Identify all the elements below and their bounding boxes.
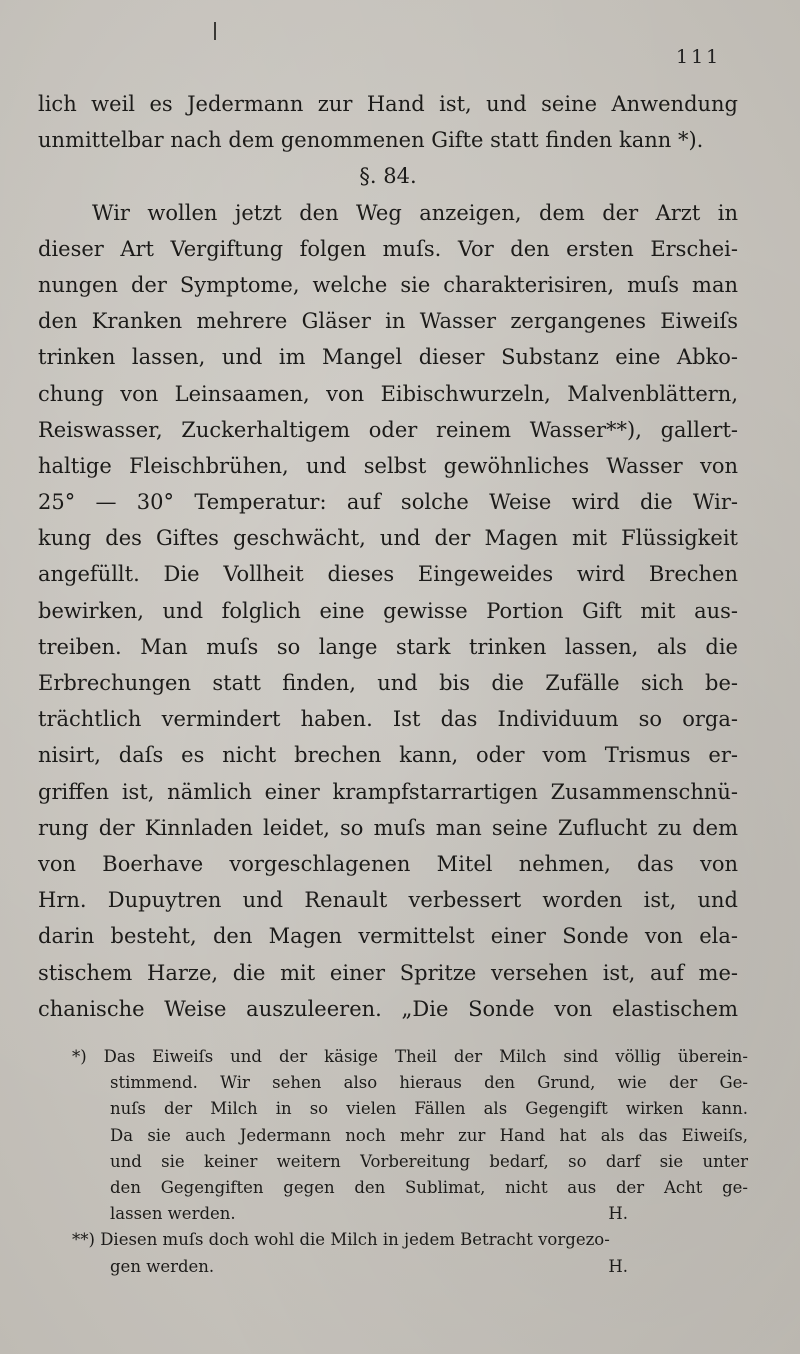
footnotes bbox=[72, 1044, 748, 1280]
text-line: stischem Harze, die mit einer Spritze versehen ist, auf me- bbox=[38, 960, 738, 985]
footnote-line bbox=[72, 1254, 748, 1280]
footnote-line bbox=[72, 1201, 748, 1227]
footnote-marker: **) bbox=[72, 1230, 95, 1250]
text-line: den Kranken mehrere Gläser in Wasser zergangenes Eiweiſs bbox=[38, 309, 738, 334]
footnote-text: lassen werden. bbox=[110, 1204, 236, 1224]
text-line: 25° — 30° Temperatur: auf solche Weise wird die Wir- bbox=[38, 490, 738, 515]
text-line: griffen ist, nämlich einer krampfstarrartigen Zusammenschnü- bbox=[38, 779, 738, 804]
text-line: nungen der Symptome, welche sie charakterisiren, muſs man bbox=[38, 272, 738, 297]
text-line: chanische Weise auszuleeren. „Die Sonde von elastischem bbox=[38, 996, 738, 1021]
text-line: lich weil es Jedermann zur Hand ist, und seine Anwendung bbox=[38, 92, 738, 116]
footnote-line: und sie keiner weitern Vorbereitung bedarf, so darf sie unter bbox=[110, 1151, 748, 1171]
text-line: unmittelbar nach dem genommenen Gifte statt finden kann *). bbox=[38, 128, 704, 153]
text-line: treiben. Man muſs so lange stark trinken lassen, als die bbox=[38, 634, 738, 659]
footnote-signature: H. bbox=[608, 1256, 628, 1276]
printer-mark bbox=[214, 22, 216, 40]
text-line: darin besteht, den Magen vermittelst einer Sonde von ela- bbox=[38, 924, 738, 949]
text-line: von Boerhave vorgeschlagenen Mitel nehmen, das von bbox=[38, 851, 738, 876]
footnote-signature: H. bbox=[608, 1204, 628, 1224]
footnote-line: stimmend. Wir sehen also hieraus den Grund, wie der Ge- bbox=[110, 1073, 748, 1093]
footnote-line: Da sie auch Jedermann noch mehr zur Hand hat als das Eiweiſs, bbox=[110, 1125, 748, 1145]
text-line: dieser Art Vergiftung folgen muſs. Vor den ersten Erschei- bbox=[38, 236, 738, 261]
main-text bbox=[38, 86, 738, 1027]
text-line: chung von Leinsaamen, von Eibischwurzeln, Malvenblättern, bbox=[38, 381, 738, 406]
text-line: nisirt, daſs es nicht brechen kann, oder vom Trismus er- bbox=[38, 743, 738, 768]
footnote-text: Diesen muſs doch wohl die Milch in jedem Betracht vorgezo- bbox=[100, 1230, 610, 1250]
footnote-line bbox=[72, 1227, 748, 1253]
text-line: Wir wollen jetzt den Weg anzeigen, dem der Arzt in bbox=[92, 200, 738, 225]
footnote-line bbox=[72, 1044, 748, 1070]
text-line: rung der Kinnladen leidet, so muſs man seine Zuflucht zu dem bbox=[38, 815, 738, 840]
page-number: 111 bbox=[676, 46, 722, 68]
text-line: Hrn. Dupuytren und Renault verbessert worden ist, und bbox=[38, 888, 738, 913]
text-line: haltige Fleischbrühen, und selbst gewöhnliches Wasser von bbox=[38, 453, 738, 478]
text-line: Reiswasser, Zuckerhaltigem oder reinem Wasser**), gallert- bbox=[38, 417, 738, 442]
footnote-text: gen werden. bbox=[110, 1256, 215, 1276]
text-line: kung des Giftes geschwächt, und der Magen mit Flüssigkeit bbox=[38, 526, 738, 551]
text-line: Erbrechungen statt finden, und bis die Zufälle sich be- bbox=[38, 671, 738, 695]
footnote-marker: *) bbox=[72, 1047, 87, 1066]
section-heading: §. 84. bbox=[359, 164, 417, 189]
text-line: angefüllt. Die Vollheit dieses Eingeweides wird Brechen bbox=[38, 562, 738, 587]
footnote-line: nuſs der Milch in so vielen Fällen als Gegengift wirken kann. bbox=[110, 1099, 748, 1119]
footnote-line: den Gegengiften gegen den Sublimat, nicht aus der Acht ge- bbox=[110, 1177, 748, 1197]
text-line: bewirken, und folglich eine gewisse Portion Gift mit aus- bbox=[38, 598, 738, 623]
footnote-text: Das Eiweiſs und der käsige Theil der Milch sind völlig überein- bbox=[103, 1047, 748, 1066]
text-line: trinken lassen, und im Mangel dieser Substanz eine Abko- bbox=[38, 345, 738, 370]
text-line: trächtlich vermindert haben. Ist das Individuum so orga- bbox=[38, 707, 738, 732]
